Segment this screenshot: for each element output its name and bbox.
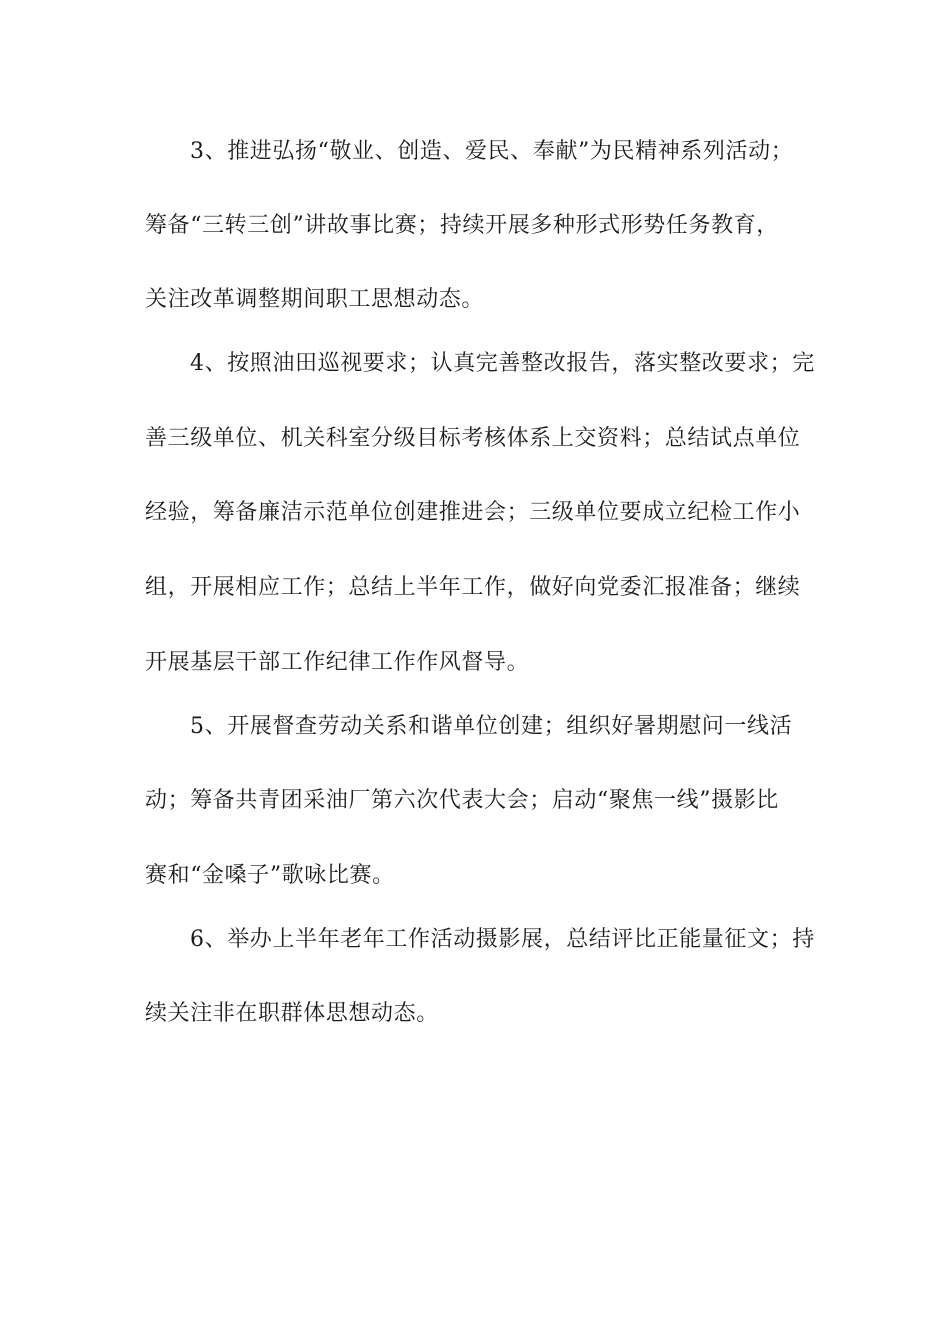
paragraph-6-line-2: 续关注非在职群体思想动态。 bbox=[145, 1001, 439, 1026]
paragraph-3-line-2: 筹备“三转三创”讲故事比赛；持续开展多种形式形势任务教育， bbox=[145, 213, 779, 238]
paragraph-5-line-2: 动；筹备共青团采油厂第六次代表大会；启动“聚焦一线”摄影比 bbox=[145, 788, 779, 813]
paragraph-5-line-3: 赛和“金嗓子”歌咏比赛。 bbox=[145, 863, 395, 888]
paragraph-4-line-3: 经验，筹备廉洁示范单位创建推进会；三级单位要成立纪检工作小 bbox=[145, 500, 801, 525]
paragraph-4-line-2: 善三级单位、机关科室分级目标考核体系上交资料；总结试点单位 bbox=[145, 426, 801, 451]
paragraph-3-line-1: 3、推进弘扬“敬业、创造、爱民、奉献”为民精神系列活动； bbox=[190, 139, 794, 164]
paragraph-4-line-1: 4、按照油田巡视要求；认真完善整改报告，落实整改要求；完 bbox=[190, 351, 815, 376]
paragraph-3-line-3: 关注改革调整期间职工思想动态。 bbox=[145, 287, 485, 312]
paragraph-4-line-5: 开展基层干部工作纪律工作作风督导。 bbox=[145, 650, 530, 675]
paragraph-5-line-1: 5、开展督查劳动关系和谐单位创建；组织好暑期慰问一线活 bbox=[190, 714, 793, 739]
paragraph-4-line-4: 组，开展相应工作；总结上半年工作，做好向党委汇报准备；继续 bbox=[145, 575, 801, 600]
paragraph-6-line-1: 6、举办上半年老年工作活动摄影展，总结评比正能量征文；持 bbox=[190, 927, 815, 952]
